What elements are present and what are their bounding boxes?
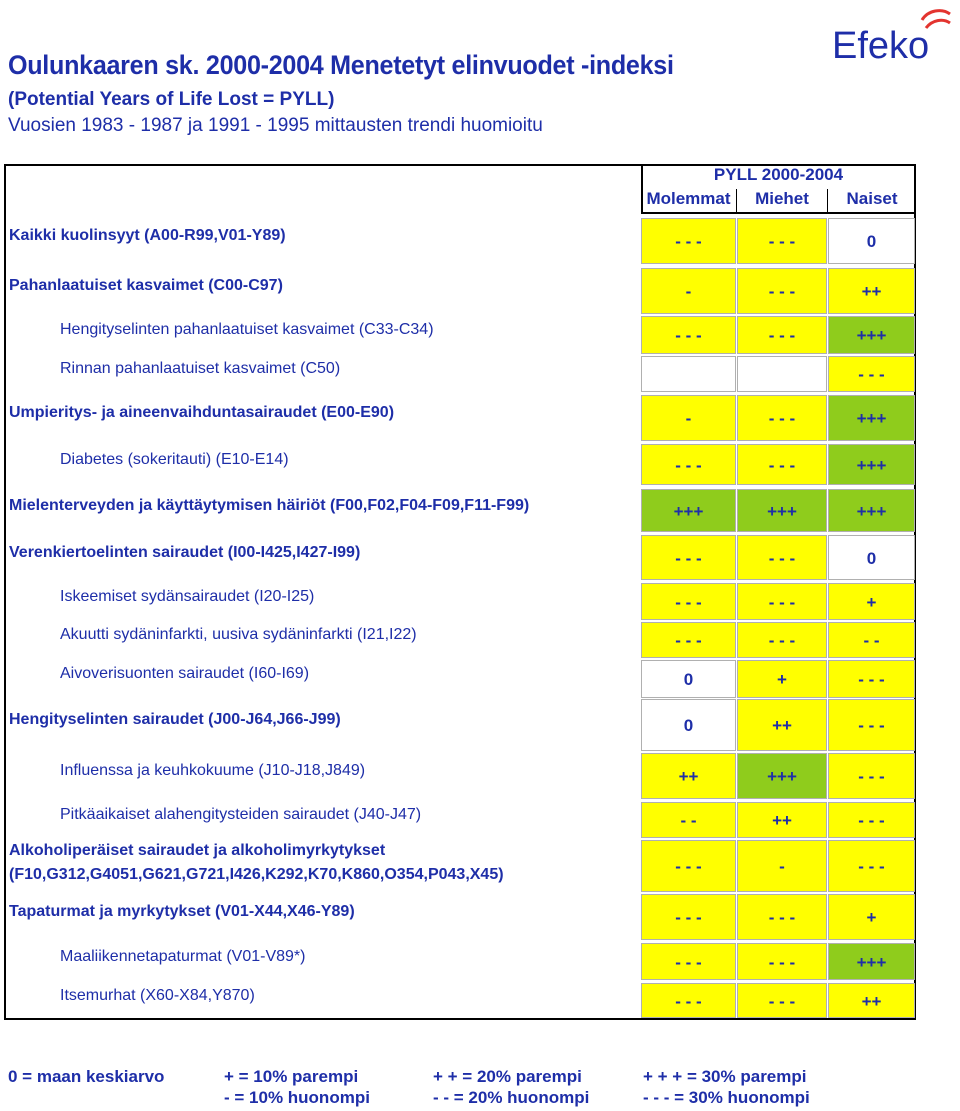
table-cell: - - - [641,840,736,892]
row-label: Verenkiertoelinten sairaudet (I00-I425,I427-I99) [9,543,361,561]
legend-plus-2: + + = 20% parempi [433,1067,582,1086]
table-cell: - - - [737,583,827,620]
table-cell: - - - [737,535,827,580]
table-cell: - - - [828,802,915,838]
table-cell: +++ [828,316,915,354]
table-cell: - - - [737,622,827,658]
table-cell: - - - [641,622,736,658]
legend-plus-1: + = 10% parempi [224,1067,359,1086]
table-cell: - - - [737,316,827,354]
table-cell: - - [641,802,736,838]
table-cell: - - - [828,699,915,751]
table-cell: - - - [641,983,736,1018]
row-label: Mielenterveyden ja käyttäytymisen häiriöt (F00,F02,F04-F09,F11-F99) [9,496,530,514]
table-cell: 0 [641,660,736,698]
legend-minus-1: - = 10% huonompi [224,1088,370,1107]
page-title: Oulunkaaren sk. 2000-2004 Menetetyt elinvuodet -indeksi [8,50,674,80]
table-cell: - - - [641,218,736,264]
logo-swoosh-icon [922,11,950,20]
logo-text: Efeko [832,25,930,66]
row-label [9,842,504,884]
legend-zero: 0 = maan keskiarvo [8,1067,165,1086]
table-cell: 0 [828,535,915,580]
table-cell: - - - [828,660,915,698]
table-cell: +++ [828,943,915,980]
table-cell: - - - [641,894,736,940]
row-label: Hengityselinten sairaudet (J00-J64,J66-J99) [9,711,341,728]
table-cell: ++ [737,802,827,838]
row-label: Pahanlaatuiset kasvaimet (C00-C97) [9,277,283,294]
table-cell [641,356,736,392]
column-header-molemmat: Molemmat [646,189,731,208]
table-cell: - - - [737,444,827,485]
table-cell: - [737,840,827,892]
table-cell: - - - [828,753,915,799]
legend-minus-2: - - = 20% huonompi [433,1088,590,1107]
page-subtitle: (Potential Years of Life Lost = PYLL) [8,89,335,110]
table-cell: - - - [641,535,736,580]
table-cell: + [828,894,915,940]
table-cell: 0 [828,218,915,264]
table-cell: 0 [641,699,736,751]
table-cell: + [737,660,827,698]
table-cell: - - - [737,894,827,940]
row-label: Aivoverisuonten sairaudet (I60-I69) [60,665,310,682]
row-label: Diabetes (sokeritauti) (E10-E14) [60,450,289,468]
table-cell: +++ [828,395,915,441]
efeko-logo [830,6,952,66]
pyll-group-title: PYLL 2000-2004 [713,165,844,184]
table-cell: - - - [641,943,736,980]
row-label: Tapaturmat ja myrkytykset (V01-X44,X46-Y89) [9,903,355,920]
table-cell: - - - [641,583,736,620]
column-header-miehet: Miehet [755,189,809,208]
table-cell: - - [828,622,915,658]
table-cell: + [828,583,915,620]
row-label: Itsemurhat (X60-X84,Y870) [60,986,255,1004]
table-cell: +++ [641,489,736,532]
row-label: Umpieritys- ja aineenvaihduntasairaudet (E00-E90) [9,404,395,421]
column-header-naiset: Naiset [846,189,898,208]
row-label: Pitkäaikaiset alahengitysteiden sairaudet (J40-J47) [60,806,422,823]
table-cell: - - - [737,983,827,1018]
row-label: Akuutti sydäninfarkti, uusiva sydäninfarkti (I21,I22) [60,626,417,643]
row-label: Influenssa ja keuhkokuume (J10-J18,J849) [60,762,366,779]
legend-plus-3: + + + = 30% parempi [643,1067,807,1086]
table-cell: +++ [828,444,915,485]
table-cell: ++ [737,699,827,751]
row-label: Iskeemiset sydänsairaudet (I20-I25) [60,587,315,605]
page-subtitle-2: Vuosien 1983 - 1987 ja 1991 - 1995 mittausten trendi huomioitu [8,115,543,136]
table-cell: +++ [737,753,827,799]
table-cell: - [641,395,736,441]
row-label-line-1: Alkoholiperäiset sairaudet ja alkoholimyrkytykset [9,842,386,859]
table-cell [737,356,827,392]
table-cell: ++ [828,268,915,314]
table-cell: - - - [737,943,827,980]
table-cell: ++ [828,983,915,1018]
table-cell: - - - [737,395,827,441]
row-label: Maaliikennetapaturmat (V01-V89*) [60,947,306,965]
table-cell: - - - [641,316,736,354]
table-cell: - - - [737,218,827,264]
table-cell: ++ [641,753,736,799]
table-cell: - - - [641,444,736,485]
row-label: Kaikki kuolinsyyt (A00-R99,V01-Y89) [9,227,286,244]
row-label: Rinnan pahanlaatuiset kasvaimet (C50) [60,360,341,377]
table-cell: - - - [828,356,915,392]
table-cell: +++ [828,489,915,532]
row-label-line-2: (F10,G312,G4051,G621,G721,I426,K292,K70,K860,O354,P043,X45) [9,866,504,883]
table-cell: - - - [737,268,827,314]
row-label: Hengityselinten pahanlaatuiset kasvaimet (C33-C34) [60,321,434,338]
table-cell: - [641,268,736,314]
legend-minus-3: - - - = 30% huonompi [643,1088,810,1107]
table-cell: - - - [828,840,915,892]
table-cell: +++ [737,489,827,532]
